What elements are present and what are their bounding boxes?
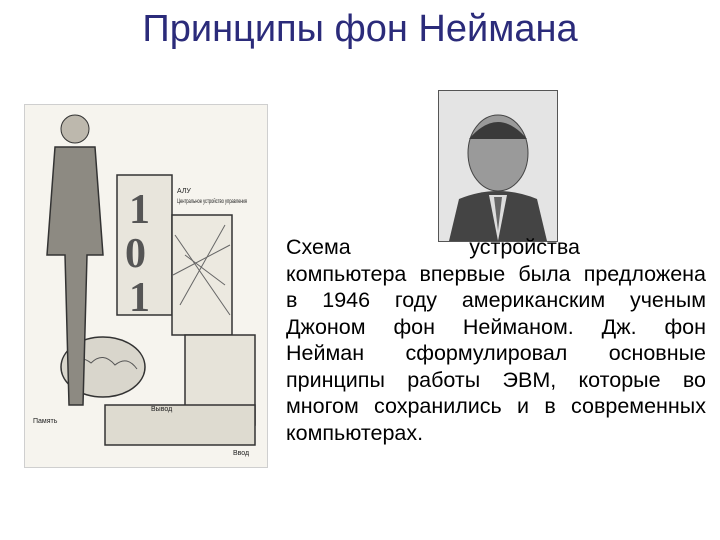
person-head [61,115,89,143]
slide-title: Принципы фон Неймана [142,8,578,50]
slide-body-text [286,234,706,446]
portrait-drawing [439,91,557,241]
von-neumann-architecture-illustration [24,104,282,468]
control-label: Центральное устройство управления [177,199,282,205]
digit-one-top: 1 [129,187,150,233]
input-keyboard-block [105,405,255,445]
memory-label: Память [33,418,58,425]
illustration-drawing [25,105,282,467]
von-neumann-portrait [438,90,558,242]
digit-one-bottom: 1 [129,275,150,321]
body-paragraph: Схема устройства компьютера впервые была предложена в 1946 году американским ученым Джоном фон Нейманом. Дж. фон Нейман сформулировал основные принципы работы ЭВМ, которые во многом сохранились и в современных компьютерах. [286,235,706,445]
output-label: Вывод [151,406,173,413]
input-label: Ввод [233,450,250,457]
digit-zero: 0 [125,231,146,277]
alu-label: АЛУ [177,188,191,195]
